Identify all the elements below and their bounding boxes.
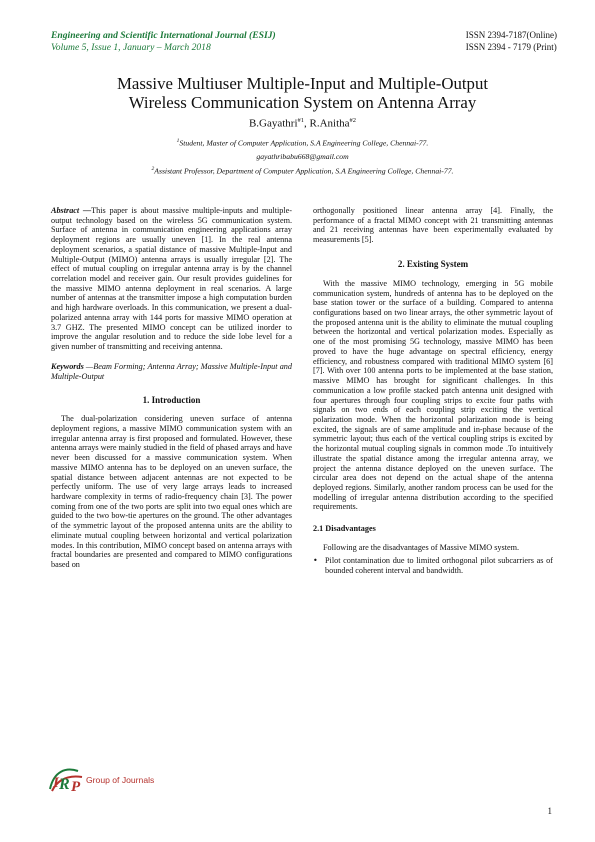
issn-block [466, 30, 557, 53]
disadvantages-intro: Following are the disadvantages of Massive MIMO system. [323, 543, 520, 553]
introduction-paragraph: The dual-polarization considering uneven surface of antenna deployment regions, a massive MIMO communication system with an irregular antenna array is first proposed and formulated. However, these antenna arrays were mainly studied in the field of phased arrays and have never been discussed for a massive communication system. When massive MIMO antenna has to be deployed on an uneven surface, the spatial distance between adjacent antennas are not expected to be perfectly uniform. The use of very large arrays leads to increased hardware complexity in terms of radio-frequency chain [3]. The power coming from one of the two ports are split into two equal ones which are guided to the two bow-tie apertures on the ground. The other advantages of the symmetric layout of the proposed antenna units are the ability to eliminate mutual coupling between horizontal and vertical polarization modes. In this contribution, MIMO concept based on antenna arrays with fractal boundaries are presented and compared to MIMO configurations based on [51, 414, 292, 569]
svg-text:I: I [53, 775, 59, 791]
page-number: 1 [547, 806, 552, 816]
logo-text: Group of Journals [86, 775, 155, 785]
affiliation-2-text: Assistant Professor, Department of Computer Application, S.A Engineering College, Chennai-77. [154, 166, 454, 176]
affiliation-2 [51, 166, 554, 176]
keywords-paragraph [51, 362, 292, 381]
paper-title-line1: Massive Multiuser Multiple-Input and Multiple-Output [116, 74, 488, 93]
keywords-text: —Beam Forming; Antenna Array; Massive Multiple-Input and Multiple-Output [51, 361, 292, 381]
paper-title-line2: Wireless Communication System on Antenna Array [128, 92, 477, 112]
issn-online: ISSN 2394-7187(Online) [465, 30, 557, 40]
author-2-marker: #2 [349, 117, 357, 124]
journal-volume: Volume 5, Issue 1, January – March 2018 [51, 41, 211, 53]
left-column [51, 206, 292, 570]
author-2: R.Anitha [309, 117, 350, 130]
disadvantages-list [313, 556, 553, 575]
abstract-paragraph [51, 206, 292, 352]
affiliation-1 [51, 138, 554, 148]
keywords-label: Keywords [51, 361, 84, 371]
author-1: B.Gayathri [248, 117, 298, 130]
section-heading-existing-system: 2. Existing System [397, 258, 469, 269]
subsection-heading-disadvantages: 2.1 Disadvantages [313, 524, 376, 534]
right-column [313, 206, 553, 575]
abstract-label: Abstract — [51, 206, 92, 215]
svg-text:P: P [71, 779, 81, 795]
disadvantage-item: • Pilot contamination due to limited orthogonal pilot subcarriers as of bounded coherent interval and bandwidth. [325, 556, 553, 575]
affiliation-1-marker: 1 [176, 138, 180, 144]
journal-name: Engineering and Scientific International Journal (ESIJ) [51, 30, 276, 41]
paper-title [60, 75, 545, 112]
svg-text:R: R [59, 776, 70, 793]
existing-system-paragraph: With the massive MIMO technology, emerging in 5G mobile communication system, hundreds of antenna has to be deployed on the base station tower or the surface of a building. Compared to antenna configurations based on two linear arrays, the other symmetric layout of the proposed antenna unit is the ability to eliminate the mutual coupling between the horizontal and vertical polarization modes. Especially as one of the most promising 5G technology, massive MIMO has been proved to have the huge advantage on spectral efficiency, energy efficiency, and robustness compared with traditional MIMO system [6][7]. With over 100 antenna ports to be implemented at the base station, massive MIMO has brought for significant challenges. In this communication a low profile stacked patch antenna unit designed with four apertures through four coupling strips to excite four paths with signals on two ends of each coupling strip exciting the vertical polarization mode. When the horizontal polarization mode is being excited, the signals are of same amplitude and in-phase because of the symmetric layout; thus each of the vertical coupling strips is excited by the horizontal mutual coupling signals in common mode .To intuitively illustrate the spatial distance among the irregular antenna array, we project the antenna distance deployed on the uneven surface. The circular area does not depend on the actual shape of the antenna deployed regions. Similarly, another random process can be used for the modelling of irregular antenna distribution according to the specified requirements. [313, 278, 553, 512]
abstract-text: This paper is about massive multiple-inputs and multiple-output technology based on the wireless 5G communication system. Surface of antenna in communication engineering applications array deployment regions are usually uneven [1]. In the real antenna deployment scenarios, a spatial distance of massive Multiple-Input and Multiple-Output (MIMO) antenna arrays is usually irregular [2]. The effect of mutual coupling on irregular antenna array is by the channel correlation model and receiver gain. Our result provides guidelines for the massive MIMO antenna deployment in real scenarios. A large number of antennas at the transmitter impose a high computation burden and high hardware overloads. In this communication, we present a dual-polarized antenna array with 144 ports for massive MIMO operation at 3.7 GHZ. The presented MIMO concept can be utilized inorder to improve the angular resolution and to reduce the side lobe level for a given number of transmitting and receiving antenna. [51, 206, 292, 352]
introduction-continued: orthogonally positioned linear antenna array [4]. Finally, the performance of a fractal MIMO concept with 21 transmitting antennas and 21 receiving antennas have been experimentally evaluated by measurements [5]. [313, 206, 553, 245]
author-separator: , [304, 117, 310, 130]
author-list [51, 117, 554, 130]
journal-header [51, 30, 276, 53]
author-1-marker: #1 [297, 117, 305, 124]
affiliation-1-text: Student, Master of Computer Application, S.A Engineering College, Chennai-77. [179, 138, 429, 148]
author-email: gayathribabu668@gmail.com [256, 152, 349, 161]
affiliation-2-marker: 2 [151, 166, 155, 172]
issn-print: ISSN 2394 - 7179 (Print) [465, 41, 557, 52]
section-heading-introduction: 1. Introduction [142, 395, 201, 406]
